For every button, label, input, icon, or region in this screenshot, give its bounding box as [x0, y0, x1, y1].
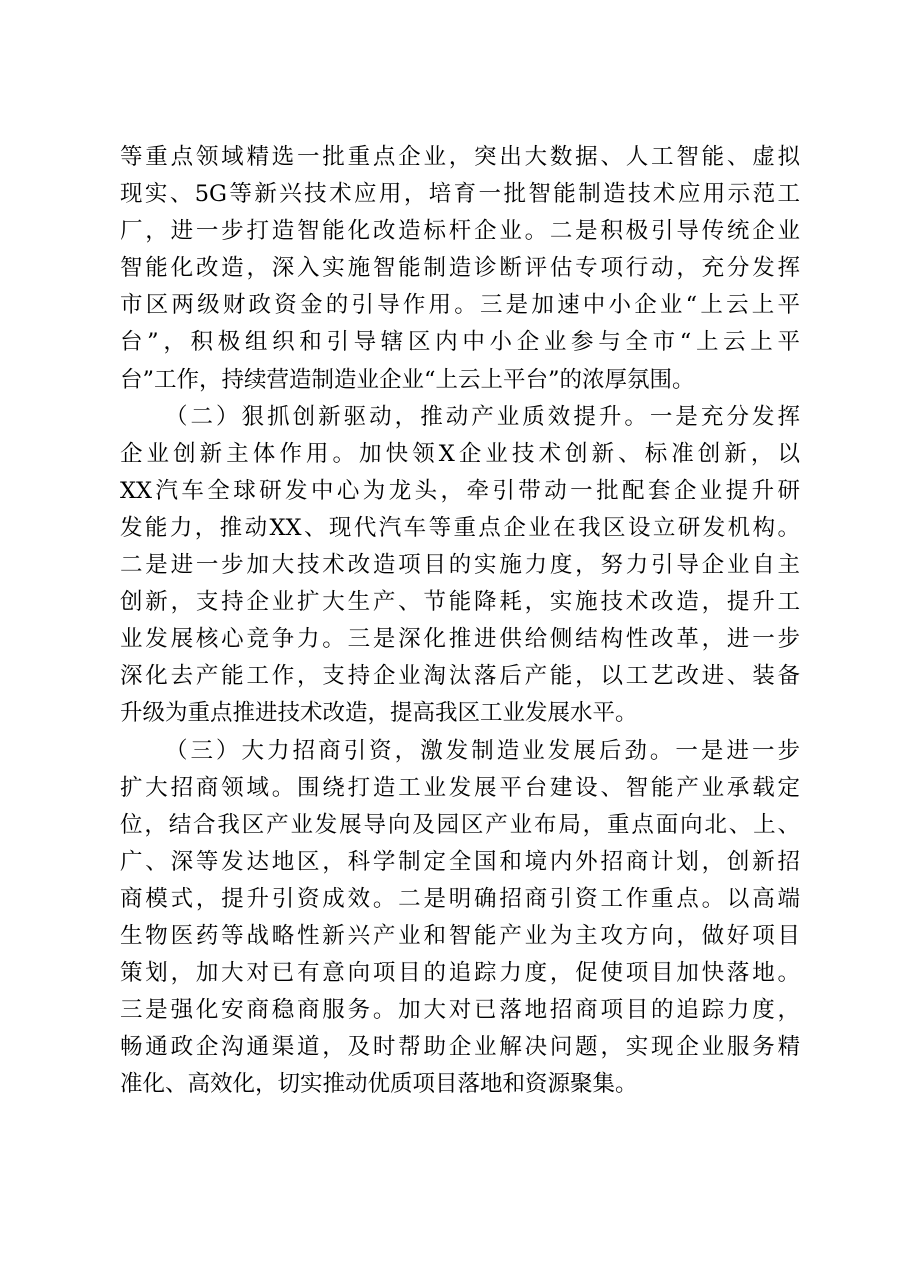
text-line: 扩大招商领域。围绕打造工业发展平台建设、智能产业承载定: [120, 774, 800, 801]
text-line: 企业创新主体作用。加快领X企业技术创新、标准创新，以: [120, 440, 800, 467]
text-line: 畅通政企沟通渠道，及时帮助企业解决问题，实现企业服务精: [120, 1034, 800, 1061]
text-line: 等重点领域精选一批重点企业，突出大数据、人工智能、虚拟: [120, 144, 800, 170]
text-line: 台”，积极组织和引导辖区内中小企业参与全市“上云上平: [120, 329, 800, 356]
text-line: 三是强化安商稳商服务。加大对已落地招商项目的追踪力度，: [120, 997, 800, 1024]
text-line: 二是进一步加大技术改造项目的实施力度，努力引导企业自主: [120, 552, 800, 579]
body-text: [120, 139, 800, 1103]
text-line: 策划，加大对已有意向项目的追踪力度，促使项目加快落地。: [120, 960, 800, 987]
text-line: 位，结合我区产业发展导向及园区产业布局，重点面向北、上、: [120, 811, 800, 838]
text-line: 创新，支持企业扩大生产、节能降耗，实施技术改造，提升工: [120, 589, 800, 616]
text-line: 台”工作，持续营造制造业企业“上云上平台”的浓厚氛围。: [120, 366, 695, 393]
text-line: 生物医药等战略性新兴产业和智能产业为主攻方向，做好项目: [120, 922, 800, 949]
text-line: 商模式，提升引资成效。二是明确招商引资工作重点。以高端: [120, 885, 800, 912]
text-line: XX汽车全球研发中心为龙头，牵引带动一批配套企业提升研: [120, 477, 800, 504]
text-line: 深化去产能工作，支持企业淘汰落后产能，以工艺改进、装备: [120, 663, 800, 690]
text-line: 智能化改造，深入实施智能制造诊断评估专项行动，充分发挥: [120, 255, 800, 282]
paragraph-intelligent-manufacturing: [120, 139, 800, 399]
section-heading-line: （二）狠抓创新驱动，推动产业质效提升。一是充分发挥: [165, 403, 800, 430]
text-line: 业发展核心竞争力。三是深化推进供给侧结构性改革，进一步: [120, 626, 800, 653]
section-heading-line: （三）大力招商引资，激发制造业发展后劲。一是进一步: [165, 737, 800, 764]
paragraph-investment-attraction: [120, 733, 800, 1104]
text-line: 准化、高效化，切实推动优质项目落地和资源聚集。: [120, 1071, 638, 1098]
text-line: 市区两级财政资金的引导作用。三是加速中小企业“上云上平: [120, 292, 800, 319]
text-line: 广、深等发达地区，科学制定全国和境内外招商计划，创新招: [120, 848, 800, 875]
text-line: 厂，进一步打造智能化改造标杆企业。二是积极引导传统企业: [120, 218, 800, 245]
paragraph-innovation-driven: [120, 399, 800, 733]
text-line: 升级为重点推进技术改造，提高我区工业发展水平。: [120, 700, 638, 727]
text-line: 现实、5G等新兴技术应用，培育一批智能制造技术应用示范工: [120, 181, 800, 208]
text-line: 发能力，推动XX、现代汽车等重点企业在我区设立研发机构。: [120, 514, 800, 541]
